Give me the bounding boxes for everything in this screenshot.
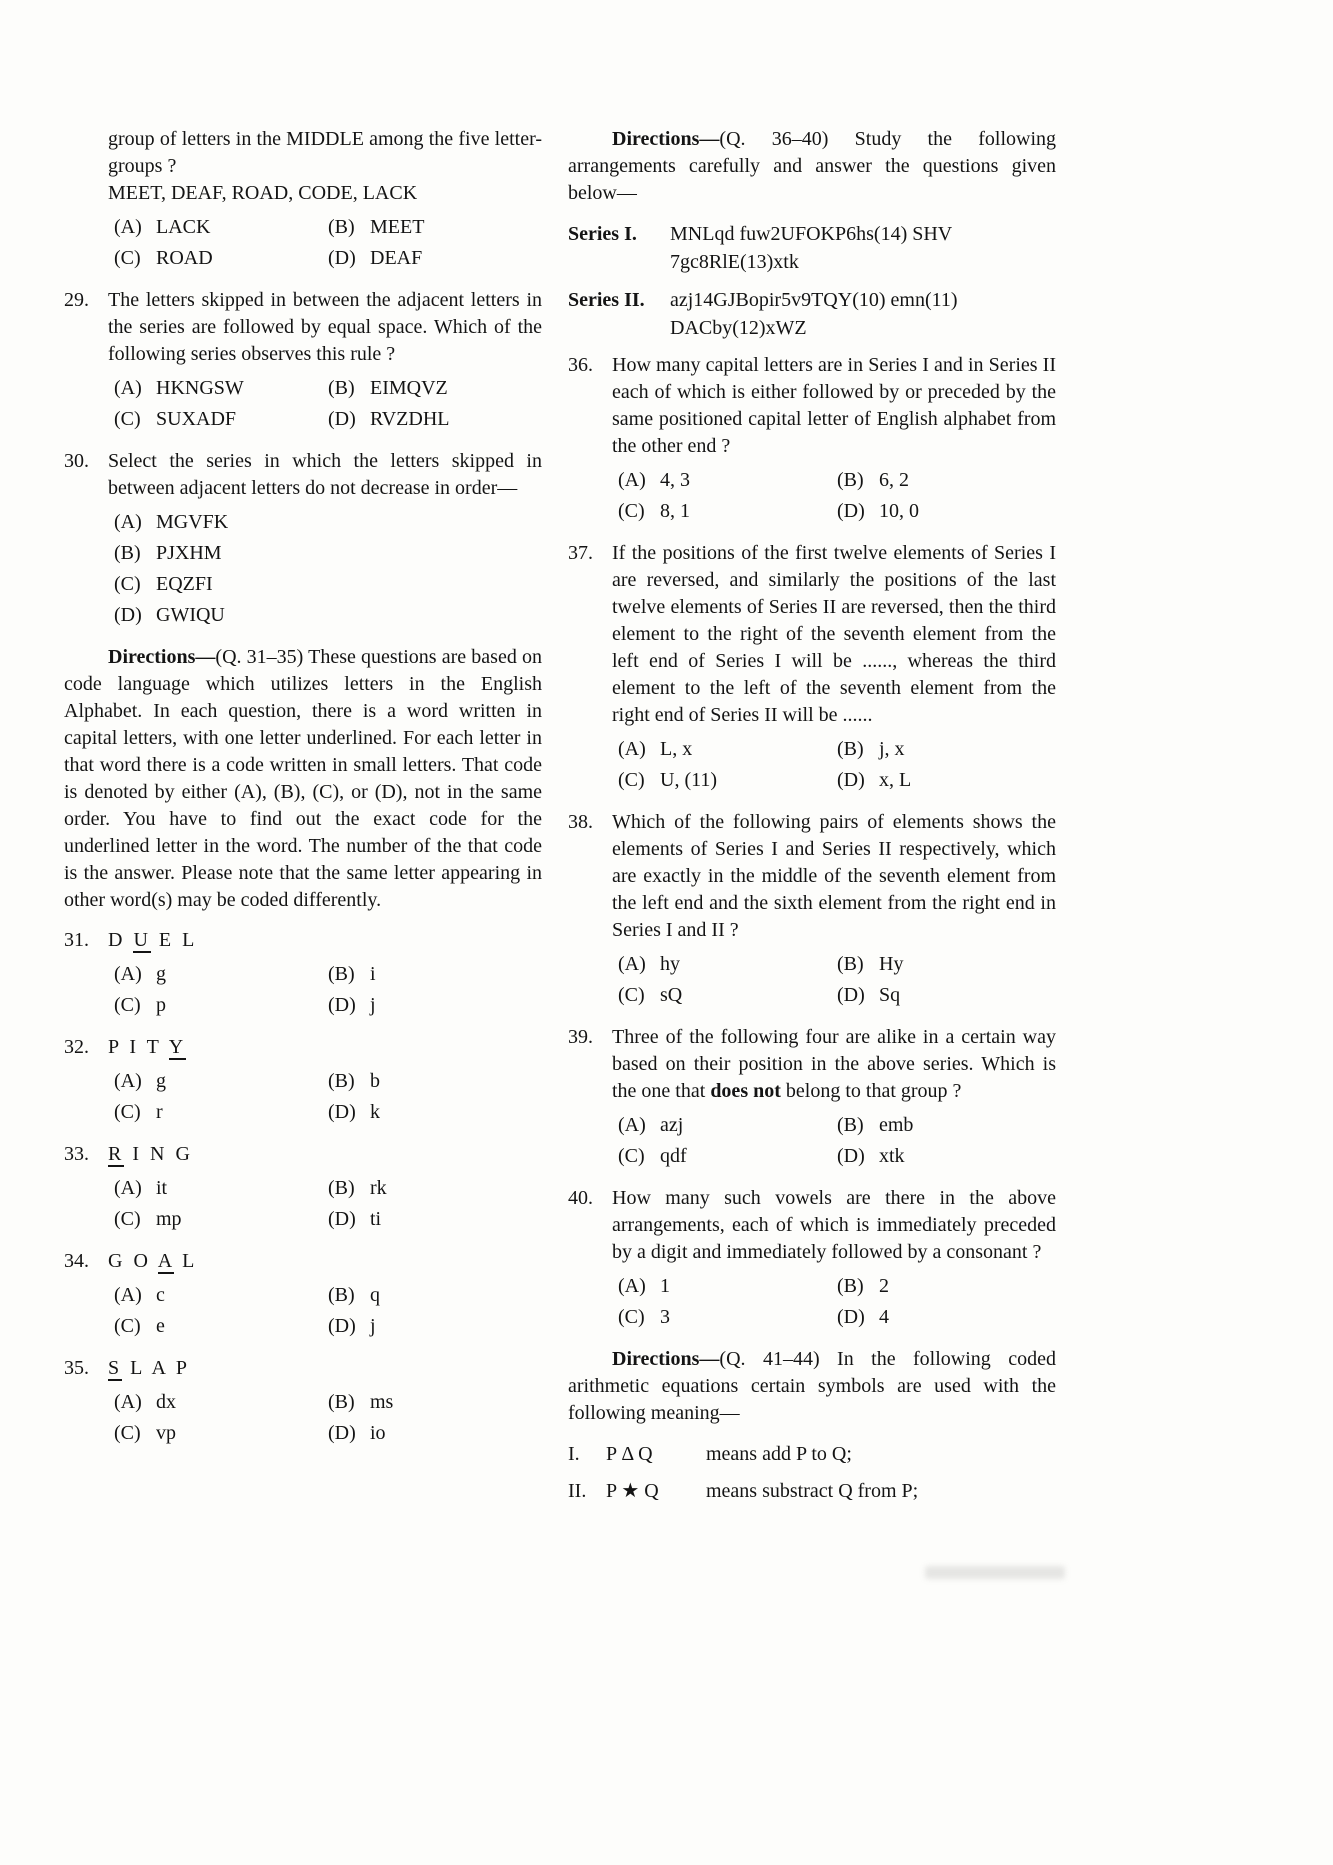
question-text: Select the series in which the letters skipped in between adjacent letters do not decrease in order— <box>108 450 542 499</box>
question-text-part: belong to that group ? <box>780 1080 962 1102</box>
option <box>114 1097 328 1128</box>
option-label: (B) <box>837 1275 864 1297</box>
directions-text: (Q. 41–44) In the following coded arithmetic equations certain symbols are used with the following meaning— <box>568 1348 1056 1424</box>
option-label: (B) <box>328 216 355 238</box>
option-label: (D) <box>328 994 356 1016</box>
question-text: Which of the following pairs of elements shows the elements of Series I and Series II respectively, which are exactly in the middle of the seventh element from the left end and the sixth element from the right end in Series I and II ? <box>612 811 1056 941</box>
option-label: (A) <box>114 216 142 238</box>
word-part: L A P <box>122 1357 190 1379</box>
option <box>328 1173 542 1204</box>
option <box>837 949 1056 980</box>
option-text: 6, 2 <box>879 469 909 491</box>
option-text: L, x <box>660 738 693 760</box>
option-text: Hy <box>879 953 904 975</box>
option-text: q <box>370 1284 380 1306</box>
question-35 <box>64 1355 542 1449</box>
option-label: (B) <box>837 469 864 491</box>
option <box>114 243 328 274</box>
option <box>328 1311 542 1342</box>
option-text: EQZFI <box>156 573 213 595</box>
option-label: (D) <box>837 769 865 791</box>
code-word <box>108 1355 542 1382</box>
option-text: e <box>156 1315 165 1337</box>
option <box>837 1302 1056 1333</box>
option-label: (A) <box>618 953 646 975</box>
question-36 <box>568 352 1056 527</box>
option-label: (A) <box>114 1391 142 1413</box>
option-text: j <box>370 1315 376 1337</box>
underlined-letter: S <box>108 1357 123 1379</box>
option-text: 1 <box>660 1275 670 1297</box>
option-label: (C) <box>618 1145 645 1167</box>
option <box>837 1141 1056 1172</box>
option-label: (A) <box>618 738 646 760</box>
option <box>114 990 328 1021</box>
question-text <box>612 1024 1056 1105</box>
option <box>618 765 837 796</box>
option-text: k <box>370 1101 380 1123</box>
option-label: (C) <box>114 1208 141 1230</box>
question-number: 29. <box>64 289 89 311</box>
option <box>114 1066 328 1097</box>
directions-text: (Q. 31–35) These questions are based on code language which utilizes letters in the English Alphabet. In each question, there is a word written in capital letters, with one letter underlined. For each letter in that word there is a code written in small letters. That code is denoted by either (A), (B), (C), or (D), not in the same order. You have to find out the exact code for the underlined letter in the word. The number of the that code is the answer. Please note that the same letter appearing in other word(s) may be coded differently. <box>64 646 542 911</box>
option-text: i <box>370 963 376 985</box>
option <box>837 1271 1056 1302</box>
underlined-letter: U <box>133 929 151 951</box>
question-32 <box>64 1034 542 1128</box>
option-label: (C) <box>618 769 645 791</box>
series-1-label: Series I. <box>568 223 637 245</box>
option <box>618 734 837 765</box>
word-part: E L <box>150 929 198 951</box>
option <box>328 1066 542 1097</box>
option-text: azj <box>660 1114 684 1136</box>
option-label: (B) <box>328 1284 355 1306</box>
options-grid <box>612 734 1056 796</box>
left-column <box>64 126 542 1514</box>
option <box>328 1204 542 1235</box>
option-text: SUXADF <box>156 408 237 430</box>
option-label: (A) <box>618 469 646 491</box>
option-text: LACK <box>156 216 211 238</box>
option-label: (C) <box>618 500 645 522</box>
option <box>328 373 542 404</box>
option <box>328 243 542 274</box>
option-text: j <box>370 994 376 1016</box>
option-text: RVZDHL <box>370 408 450 430</box>
option-text: c <box>156 1284 165 1306</box>
question-number: 33. <box>64 1143 89 1165</box>
question-number: 30. <box>64 450 89 472</box>
option-text: g <box>156 1070 166 1092</box>
option-text: j, x <box>879 738 905 760</box>
symbol-expression: P Δ Q <box>606 1443 653 1465</box>
option <box>114 1387 328 1418</box>
question-number: 34. <box>64 1250 89 1272</box>
code-word <box>108 1034 542 1061</box>
option-label: (D) <box>114 604 142 626</box>
option-label: (B) <box>328 1070 355 1092</box>
option <box>618 1271 837 1302</box>
option <box>114 1311 328 1342</box>
options-grid <box>612 1110 1056 1172</box>
option-label: (B) <box>114 542 141 564</box>
option <box>328 1280 542 1311</box>
options-grid <box>108 1066 542 1128</box>
question-text: How many such vowels are there in the above arrangements, each of which is immediately preceded by a digit and immediately followed by a consonant ? <box>612 1187 1056 1263</box>
option <box>114 404 328 435</box>
question-number: 37. <box>568 542 593 564</box>
option-label: (D) <box>328 247 356 269</box>
option-label: (D) <box>837 500 865 522</box>
letter-groups-line: MEET, DEAF, ROAD, CODE, LACK <box>108 182 418 204</box>
underlined-letter: A <box>157 1250 175 1272</box>
option <box>618 949 837 980</box>
option-text: it <box>156 1177 168 1199</box>
option <box>114 959 328 990</box>
option-text: ms <box>370 1391 394 1413</box>
option-text: PJXHM <box>156 542 222 564</box>
option-text: MGVFK <box>156 511 229 533</box>
question-number: 38. <box>568 811 593 833</box>
option-text: sQ <box>660 984 683 1006</box>
question-number: 39. <box>568 1026 593 1048</box>
option-text: 2 <box>879 1275 889 1297</box>
option-label: (C) <box>114 1101 141 1123</box>
option <box>328 404 542 435</box>
option-text: GWIQU <box>156 604 225 626</box>
option-text: qdf <box>660 1145 687 1167</box>
option <box>837 496 1056 527</box>
question-39 <box>568 1024 1056 1172</box>
option-text: emb <box>879 1114 914 1136</box>
option-label: (C) <box>114 573 141 595</box>
question-text-bold: does not <box>710 1080 781 1102</box>
option <box>114 1204 328 1235</box>
option <box>618 980 837 1011</box>
option-text: r <box>156 1101 163 1123</box>
option-text: U, (11) <box>660 769 718 791</box>
symbol-item-number: II. <box>568 1480 587 1502</box>
directions-label: Directions— <box>612 128 720 150</box>
symbol-definition-1 <box>568 1440 1056 1468</box>
word-part: G O <box>108 1250 158 1272</box>
directions-41-44 <box>568 1346 1056 1427</box>
option-label: (D) <box>328 408 356 430</box>
series-2-text: azj14GJBopir5v9TQY(10) emn(11) DACby(12)xWZ <box>670 289 958 339</box>
option-label: (D) <box>328 1101 356 1123</box>
series-1-text: MNLqd fuw2UFOKP6hs(14) SHV 7gc8RlE(13)xtk <box>670 223 952 273</box>
question-38 <box>568 809 1056 1011</box>
option <box>114 1173 328 1204</box>
symbol-meaning: means substract Q from P; <box>706 1480 919 1502</box>
option-label: (A) <box>114 377 142 399</box>
option-label: (D) <box>328 1315 356 1337</box>
option <box>114 600 542 631</box>
option <box>837 980 1056 1011</box>
option <box>328 1097 542 1128</box>
question-number: 32. <box>64 1036 89 1058</box>
series-2-line <box>568 286 1056 342</box>
option <box>328 959 542 990</box>
underlined-letter: Y <box>168 1036 187 1058</box>
question-number: 40. <box>568 1187 593 1209</box>
word-part: P I T <box>108 1036 169 1058</box>
option-text: 3 <box>660 1306 670 1328</box>
options-grid <box>108 212 542 274</box>
option-label: (A) <box>618 1275 646 1297</box>
option-text: vp <box>156 1422 176 1444</box>
option <box>618 496 837 527</box>
question-34 <box>64 1248 542 1342</box>
options-grid <box>108 959 542 1021</box>
option-text: ti <box>370 1208 382 1230</box>
options-grid <box>108 1173 542 1235</box>
option-label: (D) <box>837 1145 865 1167</box>
option-label: (A) <box>114 963 142 985</box>
code-word <box>108 927 542 954</box>
option <box>618 1110 837 1141</box>
option <box>328 212 542 243</box>
options-grid <box>612 465 1056 527</box>
option-text: dx <box>156 1391 176 1413</box>
option <box>837 765 1056 796</box>
symbol-item-number: I. <box>568 1443 580 1465</box>
option <box>114 538 542 569</box>
option-label: (B) <box>328 377 355 399</box>
option <box>114 507 542 538</box>
question-text: group of letters in the MIDDLE among the five letter-groups ? <box>108 128 542 177</box>
option-text: ROAD <box>156 247 213 269</box>
right-column <box>568 126 1056 1514</box>
question-37 <box>568 540 1056 796</box>
option-label: (B) <box>837 738 864 760</box>
word-part: L <box>174 1250 198 1272</box>
question-text-part: Three of the following four are alike in a certain way based on their position in the above series. Which is the one that <box>612 1026 1056 1102</box>
option-label: (C) <box>618 1306 645 1328</box>
option-label: (D) <box>328 1422 356 1444</box>
option-label: (C) <box>114 1422 141 1444</box>
option <box>837 1110 1056 1141</box>
option-label: (A) <box>114 1177 142 1199</box>
options-grid <box>612 949 1056 1011</box>
directions-label: Directions— <box>108 646 216 668</box>
option <box>328 990 542 1021</box>
option-label: (B) <box>328 1177 355 1199</box>
option-text: g <box>156 963 166 985</box>
option-text: p <box>156 994 166 1016</box>
question-40 <box>568 1185 1056 1333</box>
option <box>328 1387 542 1418</box>
option <box>837 734 1056 765</box>
series-2-label: Series II. <box>568 289 645 311</box>
option <box>837 465 1056 496</box>
question-text: If the positions of the first twelve elements of Series I are reversed, and similarly the positions of the last twelve elements of Series II are reversed, then the third element to the right of the seventh element from the left end of Series I will be ......, whereas the third element to the left of the seventh element from the right end of Series II will be ...... <box>612 542 1056 726</box>
option-label: (C) <box>114 994 141 1016</box>
question-text: The letters skipped in between the adjacent letters in the series are followed by equal space. Which of the following series observes this rule ? <box>108 289 542 365</box>
series-1-line <box>568 220 1056 276</box>
directions-text: (Q. 36–40) Study the following arrangements carefully and answer the questions given below— <box>568 128 1056 204</box>
option-label: (B) <box>328 1391 355 1413</box>
option-text: b <box>370 1070 380 1092</box>
question-29 <box>64 287 542 435</box>
option <box>114 1280 328 1311</box>
option-label: (B) <box>328 963 355 985</box>
option <box>114 212 328 243</box>
question-31 <box>64 927 542 1021</box>
option-text: MEET <box>370 216 425 238</box>
option-text: x, L <box>879 769 912 791</box>
option-label: (A) <box>114 1070 142 1092</box>
symbol-expression: P ★ Q <box>606 1480 659 1502</box>
code-word <box>108 1141 542 1168</box>
option-label: (B) <box>837 1114 864 1136</box>
word-part: D <box>108 929 134 951</box>
question-text: How many capital letters are in Series I and in Series II each of which is either followed by or preceded by the same positioned capital letter of English alphabet from the other end ? <box>612 354 1056 457</box>
option-label: (D) <box>837 1306 865 1328</box>
option <box>618 465 837 496</box>
option-label: (D) <box>328 1208 356 1230</box>
option-label: (D) <box>837 984 865 1006</box>
word-part: I N G <box>124 1143 193 1165</box>
question-33 <box>64 1141 542 1235</box>
option <box>618 1302 837 1333</box>
option-label: (C) <box>114 247 141 269</box>
option-text: EIMQVZ <box>370 377 448 399</box>
option <box>114 1418 328 1449</box>
option <box>114 373 328 404</box>
option-text: mp <box>156 1208 182 1230</box>
option-label: (A) <box>618 1114 646 1136</box>
option-text: io <box>370 1422 386 1444</box>
option-text: xtk <box>879 1145 905 1167</box>
option-label: (B) <box>837 953 864 975</box>
question-number: 36. <box>568 354 593 376</box>
option-text: 4, 3 <box>660 469 690 491</box>
scan-artifact <box>925 1566 1065 1579</box>
option-text: rk <box>370 1177 387 1199</box>
exam-page <box>64 126 1056 1514</box>
option-text: HKNGSW <box>156 377 244 399</box>
option-text: 8, 1 <box>660 500 690 522</box>
question-number: 35. <box>64 1357 89 1379</box>
options-grid <box>108 373 542 435</box>
symbol-definition-2 <box>568 1477 1056 1505</box>
option-label: (A) <box>114 1284 142 1306</box>
option-text: 10, 0 <box>879 500 919 522</box>
options-grid <box>108 1280 542 1342</box>
option-label: (C) <box>114 408 141 430</box>
option-label: (C) <box>618 984 645 1006</box>
option-text: Sq <box>879 984 901 1006</box>
option-text: DEAF <box>370 247 423 269</box>
question-28-continuation <box>64 126 542 274</box>
question-number: 31. <box>64 929 89 951</box>
options-list <box>108 507 542 631</box>
directions-31-35 <box>64 644 542 914</box>
option <box>328 1418 542 1449</box>
option <box>618 1141 837 1172</box>
code-word <box>108 1248 542 1275</box>
option-text: hy <box>660 953 680 975</box>
option-label: (A) <box>114 511 142 533</box>
directions-36-40 <box>568 126 1056 207</box>
option-label: (C) <box>114 1315 141 1337</box>
option-text: 4 <box>879 1306 889 1328</box>
directions-label: Directions— <box>612 1348 720 1370</box>
options-grid <box>108 1387 542 1449</box>
options-grid <box>612 1271 1056 1333</box>
symbol-meaning: means add P to Q; <box>706 1443 852 1465</box>
question-30 <box>64 448 542 631</box>
underlined-letter: R <box>108 1143 125 1165</box>
option <box>114 569 542 600</box>
